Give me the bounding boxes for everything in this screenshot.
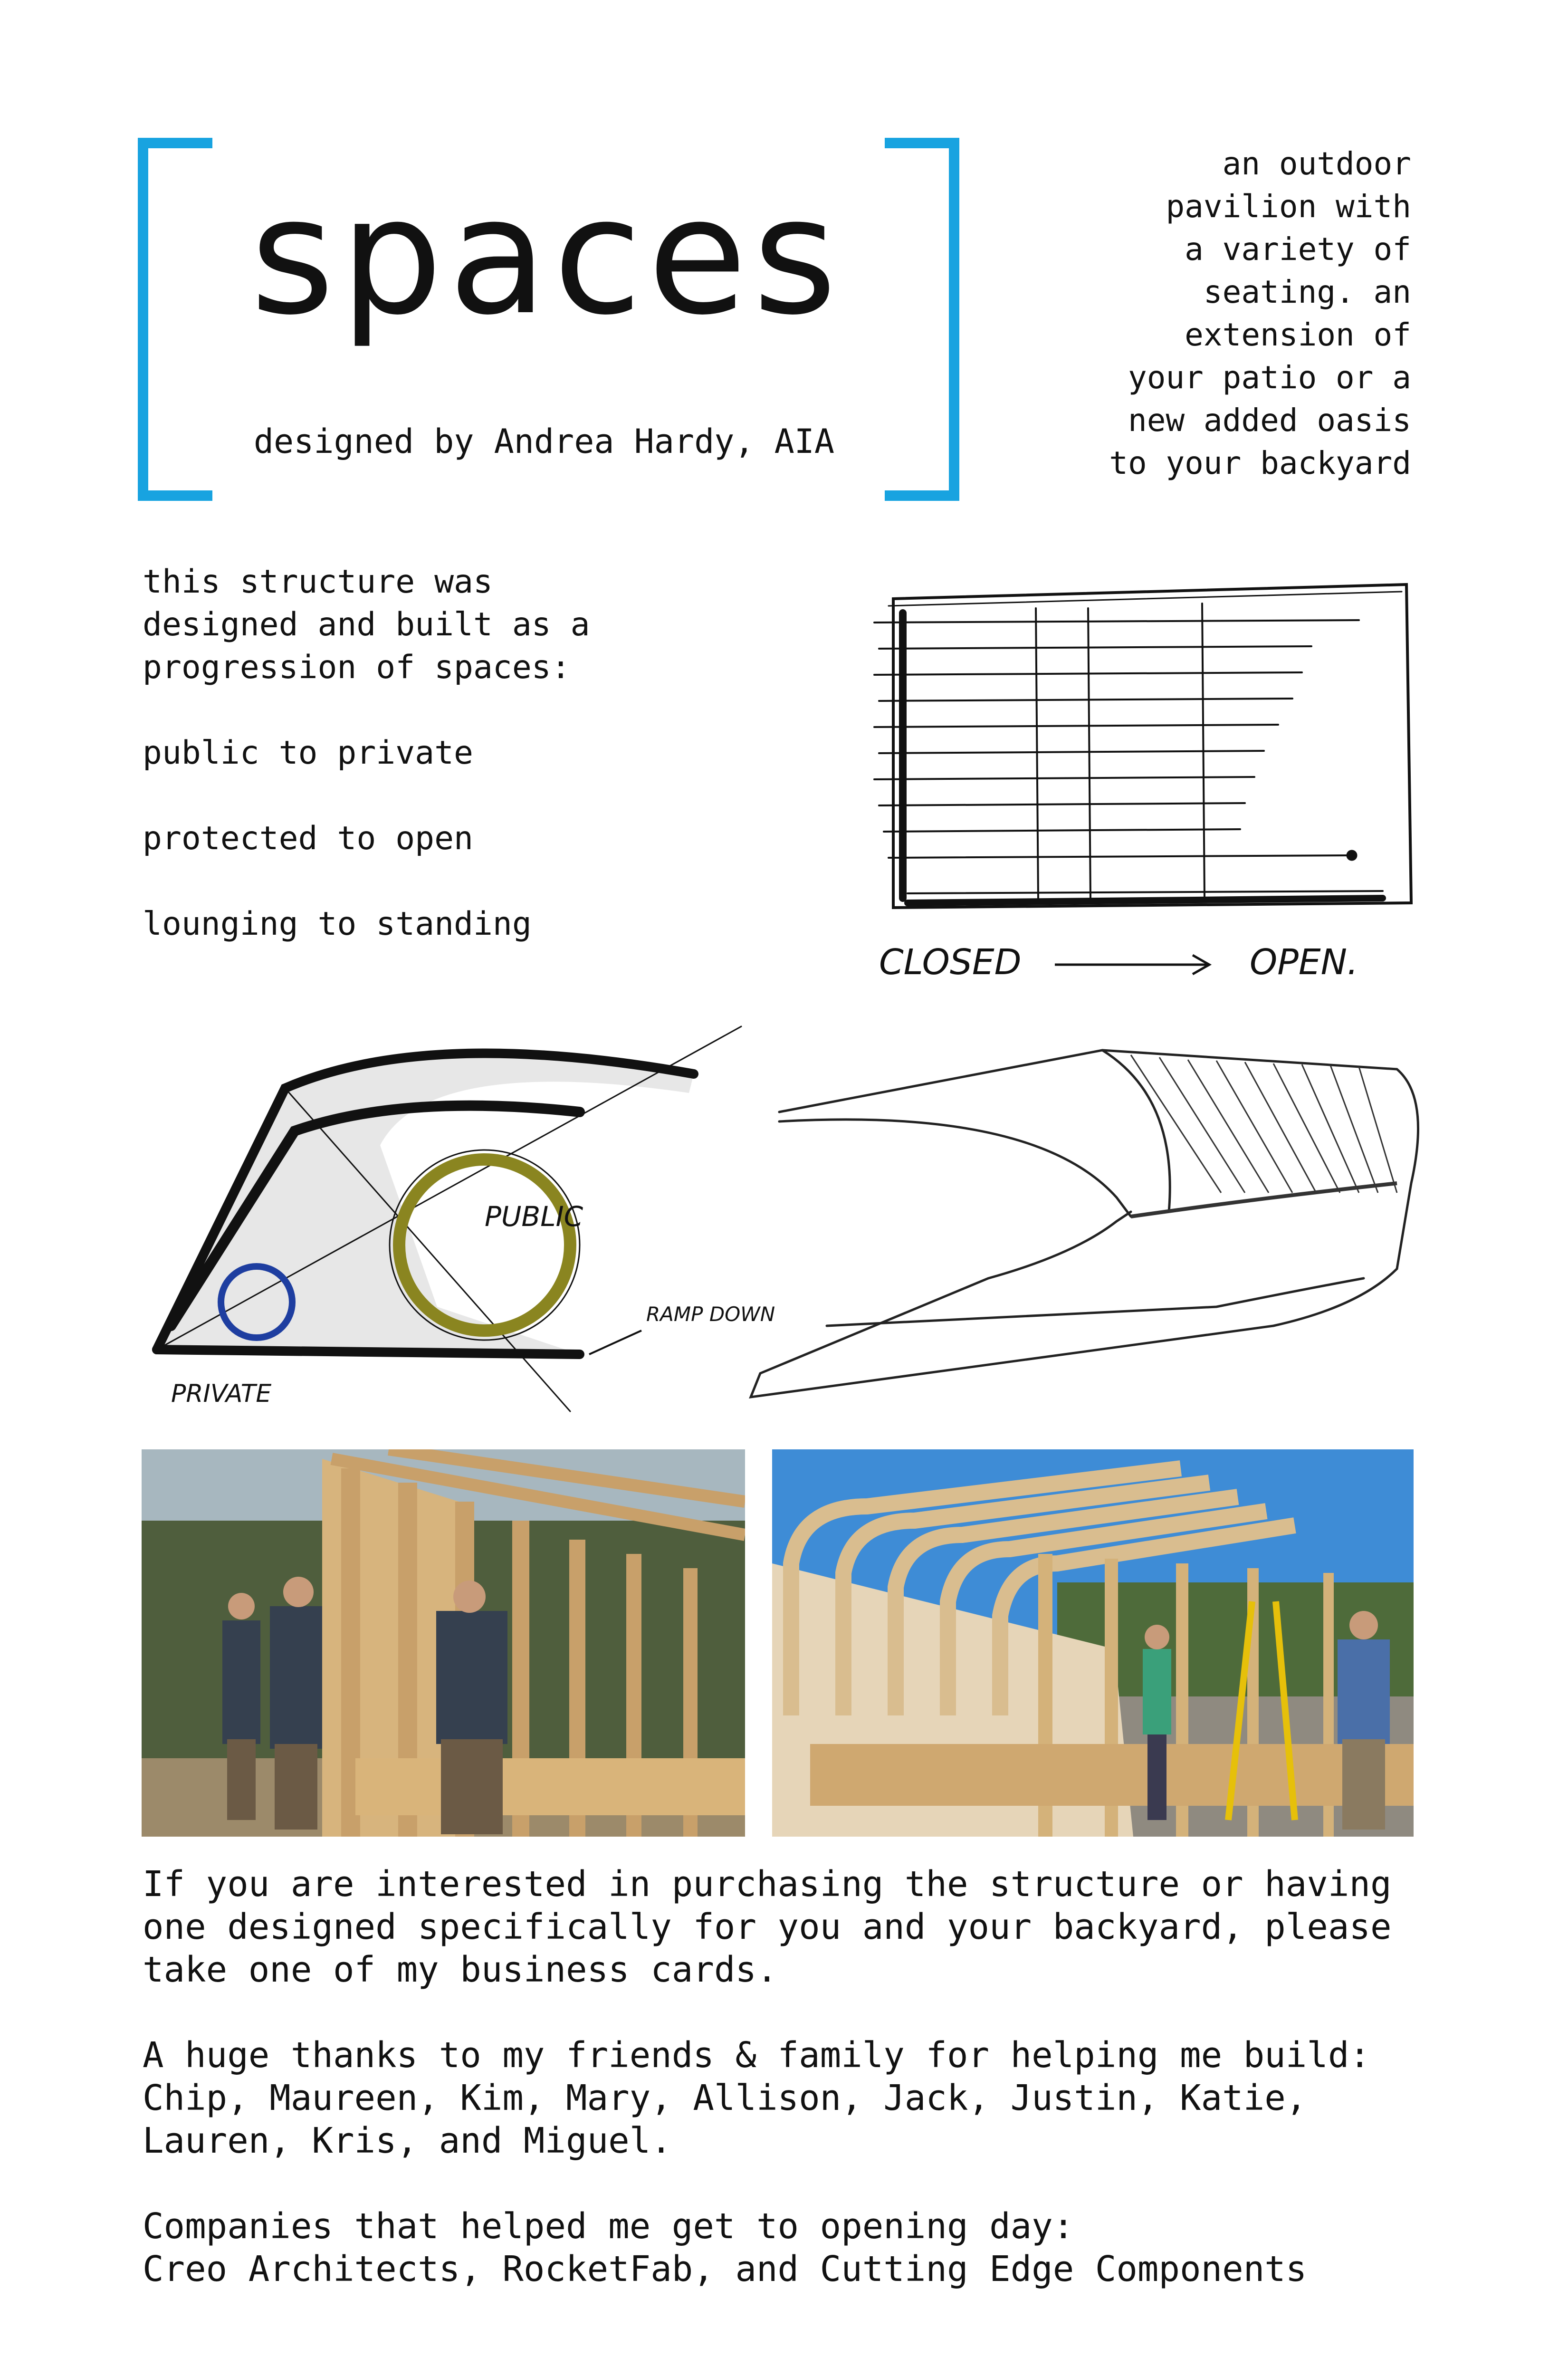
arrow-icon (1055, 955, 1209, 974)
section-label-ramp: RAMP DOWN (646, 1303, 775, 1326)
progression-item: public to private (143, 734, 473, 772)
section-sketch (143, 1022, 817, 1426)
byline: designed by Andrea Hardy, AIA (253, 422, 835, 461)
ramp-arrow-icon (589, 1331, 641, 1354)
progression-item: lounging to standing (143, 905, 532, 943)
closing-text (143, 1863, 1454, 2333)
section-label-public: PUBLIC (485, 1200, 583, 1233)
plan-label-open: OPEN. (1250, 942, 1358, 983)
progression-lead: this structure was designed and built as a progression of spaces: (143, 563, 590, 686)
construction-photo-1 (142, 1449, 745, 1837)
closing-paragraph-thanks: A huge thanks to my friends & family for helping me build: Chip, Maureen, Kim, Mary, Allison, Jack, Justin, Katie, Lauren, Kris, and Miguel. (143, 2035, 1371, 2161)
plan-sketch (836, 570, 1435, 998)
intro-text: an outdoor pavilion with a variety of seating. an extension of your patio or a new added oasis to your backyard (1109, 145, 1411, 481)
page-title: spaces (250, 163, 843, 351)
progression-text (143, 561, 808, 946)
closing-paragraph-purchase: If you are interested in purchasing the structure or having one designed specifically for you and your backyard, please take one of my business cards. (143, 1864, 1392, 1990)
progression-item: protected to open (143, 820, 473, 857)
construction-photo-2 (772, 1449, 1414, 1837)
closing-paragraph-companies: Companies that helped me get to opening day: Creo Architects, RocketFab, and Cutting Edge Components (143, 2206, 1307, 2290)
perspective-sketch (741, 1041, 1435, 1421)
section-label-private: PRIVATE (171, 1380, 272, 1408)
plan-label-closed: CLOSED (879, 942, 1022, 983)
